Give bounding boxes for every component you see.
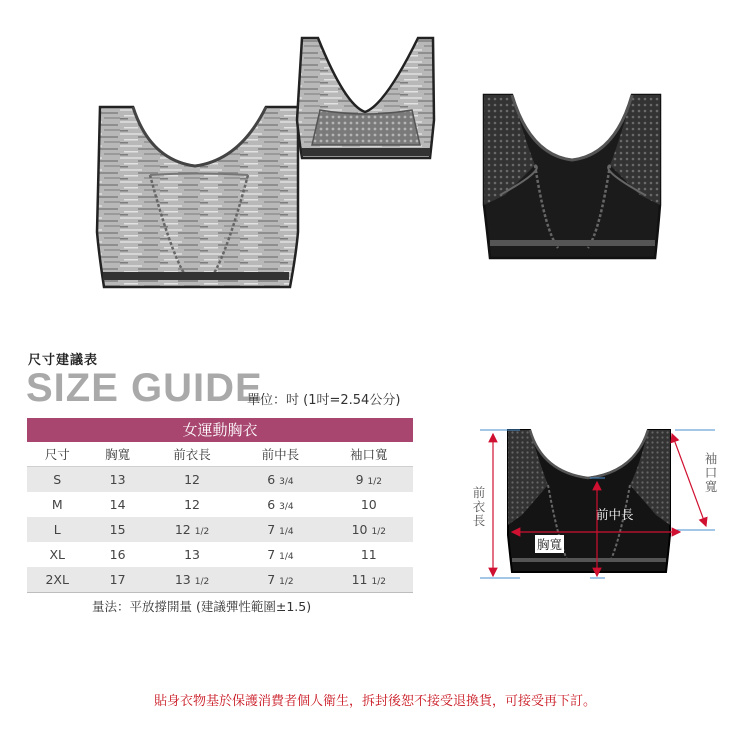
cell-value: 11 — [360, 547, 377, 562]
cell-value: 2XL — [45, 572, 69, 587]
size-table-container — [27, 418, 413, 593]
unit-note: 單位：吋 (1吋=2.54公分) — [247, 393, 401, 408]
hygiene-notice: 貼身衣物基於保護消費者個人衛生，拆封後恕不接受退換貨，可接受再下訂。 — [153, 694, 596, 709]
cell-size — [27, 517, 87, 542]
cell-value: 6 — [267, 472, 276, 487]
cell-armhole — [325, 542, 413, 567]
cell-chest — [87, 517, 147, 542]
cell-fraction: 1/2 — [371, 527, 386, 537]
cell-fraction: 1/4 — [279, 552, 294, 562]
cell-fraction: 1/2 — [194, 577, 210, 587]
cell-value: 15 — [109, 522, 126, 537]
cell-value: 13 — [109, 472, 126, 487]
size-table — [27, 418, 413, 593]
size-guide-title-chinese: 尺寸建議表 — [28, 353, 99, 368]
cell-value: 7 — [267, 547, 276, 562]
cell-value: 9 — [355, 472, 364, 487]
table-header-row — [27, 442, 413, 467]
cell-fraction: 1/2 — [279, 577, 294, 587]
cell-center-length — [236, 467, 324, 493]
cell-value: 6 — [267, 497, 276, 512]
measure-note: 量法：平放撐開量 (建議彈性範圍±1.5) — [92, 599, 312, 614]
cell-center-length — [236, 517, 324, 542]
cell-fraction: 3/4 — [279, 502, 294, 512]
cell-fraction: 1/2 — [367, 477, 382, 487]
cell-size — [27, 467, 87, 493]
cell-chest — [87, 492, 147, 517]
cell-chest — [87, 542, 147, 567]
cell-armhole — [325, 467, 413, 493]
cell-value: XL — [49, 547, 65, 562]
product-illustrations — [0, 0, 750, 310]
cell-armhole — [325, 567, 413, 593]
label-armhole-width: 袖口寬 — [704, 451, 718, 494]
cell-value: S — [53, 472, 62, 487]
cell-value: 13 — [184, 547, 200, 562]
cell-front-length — [148, 467, 236, 493]
cell-value: 12 — [184, 472, 200, 487]
cell-value: 12 — [184, 497, 200, 512]
table-caption: 女運動胸衣 — [27, 418, 413, 442]
black-bra-front — [484, 95, 660, 258]
armhole-arrow — [672, 434, 706, 526]
cell-chest — [87, 467, 147, 493]
cell-value: 13 — [174, 572, 191, 587]
label-center-length: 前中長 — [596, 507, 634, 522]
cell-center-length — [236, 492, 324, 517]
table-body — [27, 467, 413, 593]
header-size: 尺寸 — [27, 442, 87, 467]
header-armhole: 袖口寬 — [325, 442, 413, 467]
cell-fraction: 1/4 — [279, 527, 294, 537]
size-guide-title: SIZE GUIDE — [26, 366, 263, 410]
cell-value: 10 — [360, 497, 377, 512]
cell-value: M — [51, 497, 63, 512]
cell-fraction: 3/4 — [279, 477, 294, 487]
cell-fraction: 1/2 — [371, 577, 386, 587]
table-row — [27, 517, 413, 542]
cell-value: 14 — [109, 497, 126, 512]
cell-value: 7 — [267, 522, 276, 537]
measurement-diagram — [460, 420, 730, 590]
label-chest-width: 胸寬 — [537, 537, 563, 552]
cell-front-length — [148, 492, 236, 517]
cell-chest — [87, 567, 147, 593]
cell-front-length — [148, 567, 236, 593]
cell-center-length — [236, 567, 324, 593]
cell-value: 17 — [109, 572, 126, 587]
table-row — [27, 567, 413, 593]
cell-value: 10 — [351, 522, 368, 537]
cell-front-length — [148, 542, 236, 567]
gray-bra-back — [297, 38, 434, 158]
label-front-length: 前衣長 — [472, 485, 486, 528]
cell-armhole — [325, 517, 413, 542]
header-chest: 胸寬 — [87, 442, 147, 467]
table-row — [27, 492, 413, 517]
header-front-length: 前衣長 — [148, 442, 236, 467]
cell-value: 11 — [351, 572, 368, 587]
cell-value: L — [53, 522, 61, 537]
cell-size — [27, 567, 87, 593]
gray-bra-front — [97, 107, 298, 287]
cell-size — [27, 492, 87, 517]
cell-armhole — [325, 492, 413, 517]
cell-value: 16 — [109, 547, 126, 562]
diagram-bra — [508, 430, 670, 572]
cell-center-length — [236, 542, 324, 567]
table-row — [27, 542, 413, 567]
table-row — [27, 467, 413, 493]
cell-fraction: 1/2 — [194, 527, 210, 537]
cell-front-length — [148, 517, 236, 542]
cell-size — [27, 542, 87, 567]
cell-value: 7 — [267, 572, 276, 587]
header-center-length: 前中長 — [236, 442, 324, 467]
cell-value: 12 — [174, 522, 191, 537]
